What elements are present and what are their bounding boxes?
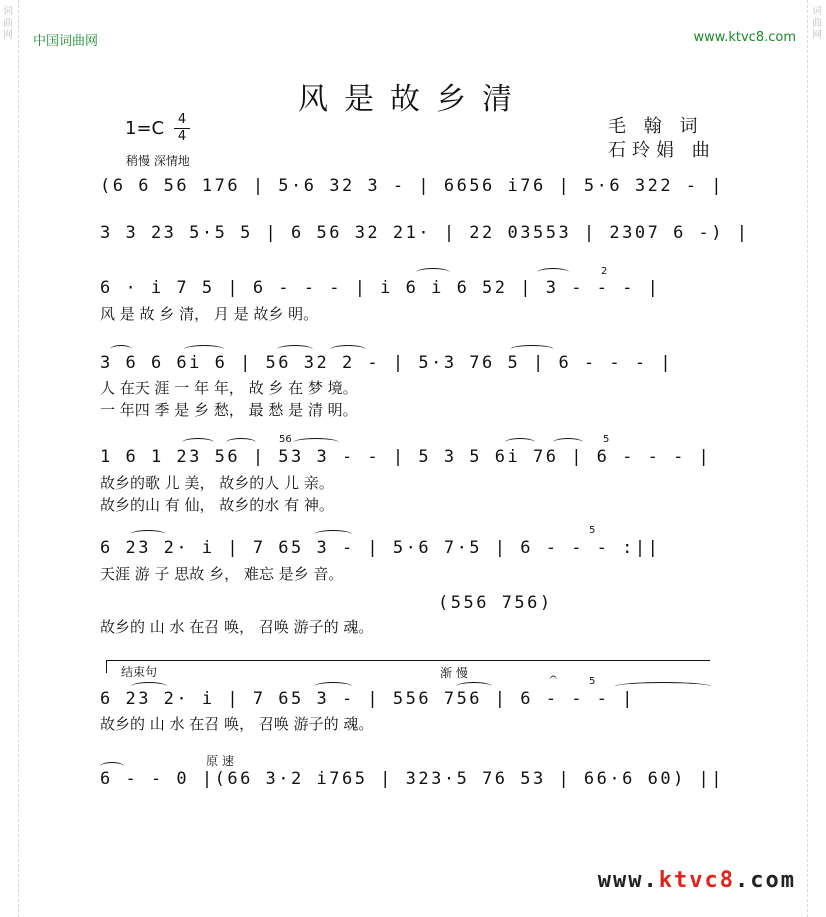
meter-bottom: 4 bbox=[174, 128, 190, 145]
lyricist-credit: 毛 翰 词 bbox=[608, 116, 704, 137]
a-tempo-mark: 原 速 bbox=[206, 754, 234, 768]
ending-label: 结束句 bbox=[121, 665, 158, 679]
grace-note: 2 bbox=[601, 266, 608, 277]
lyric-row-6: 天涯 游 子 思故 乡， 难忘 是乡 音。 bbox=[100, 565, 344, 583]
side-char: 曲 bbox=[812, 18, 822, 29]
notation-row-2: 3 3 23 5·5 5 | 6 56 32 21· | 22 03553 | 2307 6 -) | bbox=[100, 223, 750, 243]
slur bbox=[293, 438, 339, 447]
grace-note: 5 bbox=[589, 525, 596, 536]
site-url-link[interactable]: www.ktvc8.com bbox=[693, 30, 796, 45]
grace-note: 5 bbox=[589, 676, 596, 687]
song-title: 风是故乡清 bbox=[298, 82, 528, 117]
side-char: 词 bbox=[812, 6, 822, 17]
slur bbox=[182, 438, 214, 447]
lyric-row-5b: 故乡的山 有 仙， 故乡的水 有 神。 bbox=[100, 496, 334, 514]
ending-bracket bbox=[106, 660, 710, 673]
notation-row-9: 6 - - 0 |(66 3·2 i765 | 323·5 76 53 | 66·6 60) || bbox=[100, 769, 725, 789]
side-char: 网 bbox=[3, 30, 13, 41]
lyric-row-5a: 故乡的歌 儿 美， 故乡的人 儿 亲。 bbox=[100, 474, 334, 492]
notation-row-5: 1 6 1 23 56 | 53 3 - - | 5 3 5 6i 76 | 6 - - - | bbox=[100, 447, 712, 467]
tempo-marking: 稍慢 深情地 bbox=[126, 154, 190, 168]
notation-row-1: (6 6 56 176 | 5·6 32 3 - | 6656 i76 | 5·6 322 - | bbox=[100, 176, 725, 196]
slur bbox=[226, 438, 256, 447]
slur bbox=[537, 268, 569, 277]
lyric-row-4b: 一 年四 季 是 乡 愁， 最 愁 是 清 明。 bbox=[100, 401, 358, 419]
composer-credit: 石玲娟 曲 bbox=[608, 140, 716, 161]
ritardando-mark: 渐 慢 bbox=[440, 666, 468, 680]
meter-top: 4 bbox=[177, 112, 187, 127]
side-char: 词 bbox=[3, 6, 13, 17]
footer-watermark bbox=[598, 868, 796, 893]
notation-row-6: 6 23 2· i | 7 65 3 - | 5·6 7·5 | 6 - - - :|| bbox=[100, 538, 661, 558]
slur bbox=[416, 268, 450, 277]
site-name-link[interactable]: 中国词曲网 bbox=[33, 34, 99, 49]
fermata-icon: 𝄐 bbox=[550, 670, 557, 684]
right-watermark-strip bbox=[807, 0, 826, 917]
side-char: 曲 bbox=[3, 18, 13, 29]
time-signature bbox=[174, 112, 190, 145]
lyric-row-3: 风 是 故 乡 清， 月 是 故乡 明。 bbox=[100, 305, 319, 323]
notation-row-4: 3 6 6 6i 6 | 56 32 2 - | 5·3 76 5 | 6 - - - | bbox=[100, 353, 674, 373]
key-signature: 1=C bbox=[125, 118, 165, 139]
alt-melody-notes: (556 756) bbox=[438, 593, 553, 613]
grace-note: 5 bbox=[603, 434, 610, 445]
slur bbox=[505, 438, 535, 447]
lyric-row-7: 故乡的 山 水 在召 唤， 召唤 游子的 魂。 bbox=[100, 618, 374, 636]
footer-suffix: .com bbox=[735, 868, 796, 893]
footer-brand: ktvc8 bbox=[658, 868, 736, 893]
footer-prefix: www. bbox=[597, 868, 659, 893]
slur bbox=[553, 438, 583, 447]
lyric-row-4a: 人 在天 涯 一 年 年， 故 乡 在 梦 境。 bbox=[100, 379, 358, 397]
lyric-row-8: 故乡的 山 水 在召 唤， 召唤 游子的 魂。 bbox=[100, 715, 374, 733]
notation-row-3: 6 · i 7 5 | 6 - - - | i 6 i 6 52 | 3 - - - | bbox=[100, 278, 661, 298]
left-watermark-strip bbox=[0, 0, 19, 917]
grace-note: 56 bbox=[279, 434, 292, 445]
notation-row-8: 6 23 2· i | 7 65 3 - | 556 756 | 6 - - - | bbox=[100, 689, 635, 709]
side-char: 网 bbox=[812, 30, 822, 41]
